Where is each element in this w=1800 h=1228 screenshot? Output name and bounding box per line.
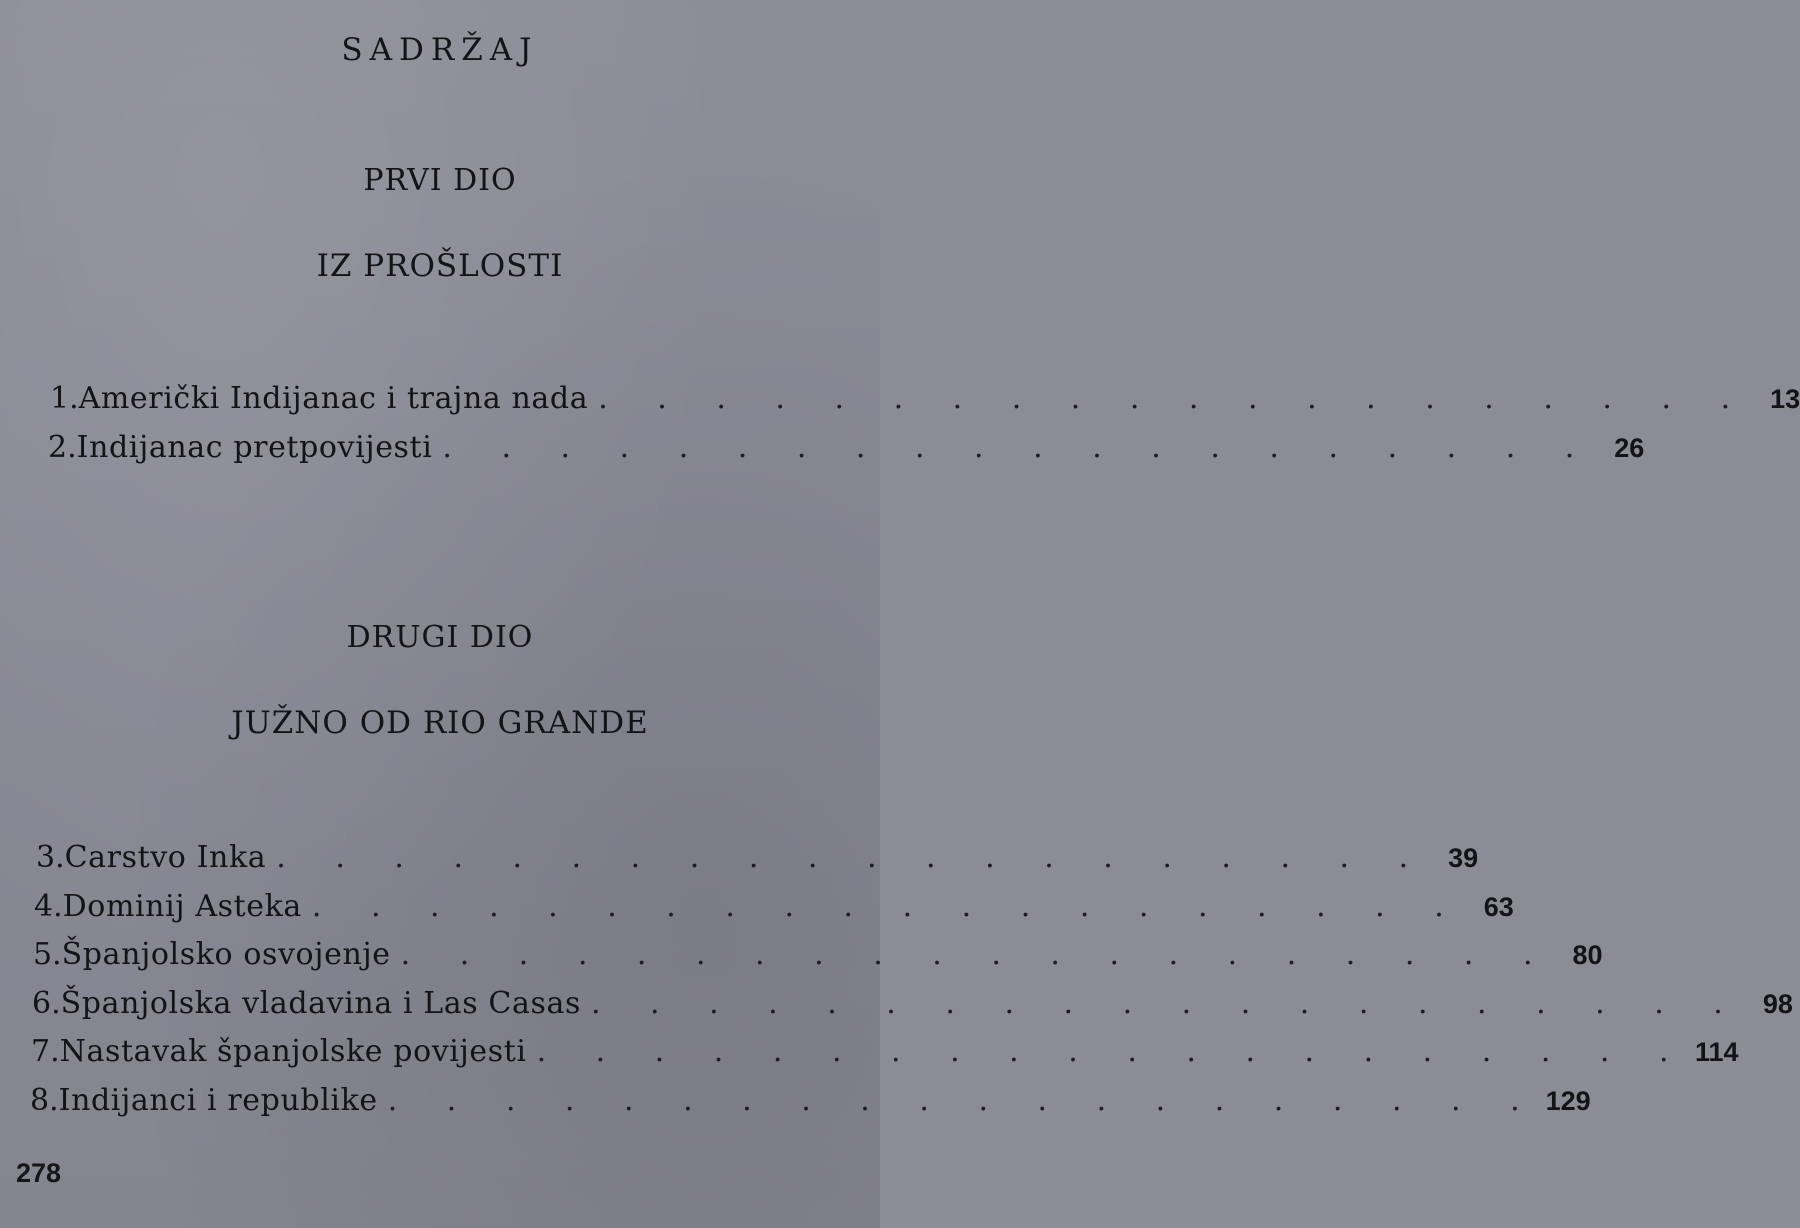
dot-leader: . . . . . . . . . . . . . . . . . . . . — [400, 937, 1553, 972]
toc-entry — [48, 430, 1645, 474]
toc-entry — [34, 889, 1514, 933]
toc-entry-title: Indijanci i republike — [58, 1083, 378, 1118]
dot-leader: . . . . . . . . . . . . . . . . . . . . — [387, 1083, 1540, 1118]
toc-entry-page: 39 — [1448, 843, 1479, 873]
toc-entry-number: 8. — [30, 1083, 59, 1118]
toc-entry-number: 6. — [32, 986, 61, 1021]
toc-entry-title: Nastavak španjolske povijesti — [59, 1034, 527, 1069]
contents-title: SADRŽAJ — [341, 32, 539, 68]
part-one-subtitle: IZ PROŠLOSTI — [316, 248, 564, 284]
toc-entry-page: 98 — [1762, 989, 1793, 1019]
toc-entry — [36, 840, 1479, 884]
toc-entry-number: 2. — [48, 430, 77, 465]
toc-entry-number: 3. — [36, 840, 65, 875]
part-two-label: DRUGI DIO — [346, 620, 534, 655]
toc-entry-number: 1. — [50, 381, 79, 416]
toc-entry-title: Američki Indijanac i trajna nada — [78, 381, 589, 416]
dot-leader: . . . . . . . . . . . . . . . . . . . . — [276, 840, 1429, 875]
toc-entry-page: 26 — [1614, 433, 1645, 463]
dot-leader: . . . . . . . . . . . . . . . . . . . . — [311, 889, 1464, 924]
toc-entry-title: Španjolska vladavina i Las Casas — [60, 986, 581, 1021]
toc-entry — [33, 937, 1603, 981]
toc-entry-title: Španjolsko osvojenje — [61, 937, 391, 972]
dot-leader: . . . . . . . . . . . . . . . . . . . . — [536, 1034, 1689, 1069]
toc-entry-number: 5. — [33, 937, 62, 972]
toc-entry-title: Carstvo Inka — [64, 840, 267, 875]
toc-entry — [32, 986, 1793, 1030]
dot-leader: . . . . . . . . . . . . . . . . . . . . — [442, 430, 1595, 465]
page-number: 278 — [16, 1158, 62, 1188]
toc-entry-page: 129 — [1545, 1086, 1591, 1116]
toc-entry-number: 7. — [31, 1034, 60, 1069]
toc-entry-page: 13 — [1770, 384, 1800, 414]
toc-entry-title: Indijanac pretpovijesti — [76, 430, 433, 465]
part-two-subtitle: JUŽNO OD RIO GRANDE — [231, 705, 649, 741]
toc-entry — [30, 1083, 1591, 1127]
dot-leader: . . . . . . . . . . . . . . . . . . . . — [590, 986, 1743, 1021]
toc-entry-page: 114 — [1694, 1037, 1739, 1067]
part-one-label: PRVI DIO — [363, 163, 517, 198]
toc-entry — [50, 381, 1800, 425]
toc-entry-title: Dominij Asteka — [62, 889, 302, 924]
toc-entry-number: 4. — [34, 889, 63, 924]
toc-entry — [31, 1034, 1739, 1078]
toc-entry-page: 63 — [1483, 892, 1514, 922]
toc-entry-page: 80 — [1572, 940, 1603, 970]
dot-leader: . . . . . . . . . . . . . . . . . . . . — [598, 381, 1751, 416]
